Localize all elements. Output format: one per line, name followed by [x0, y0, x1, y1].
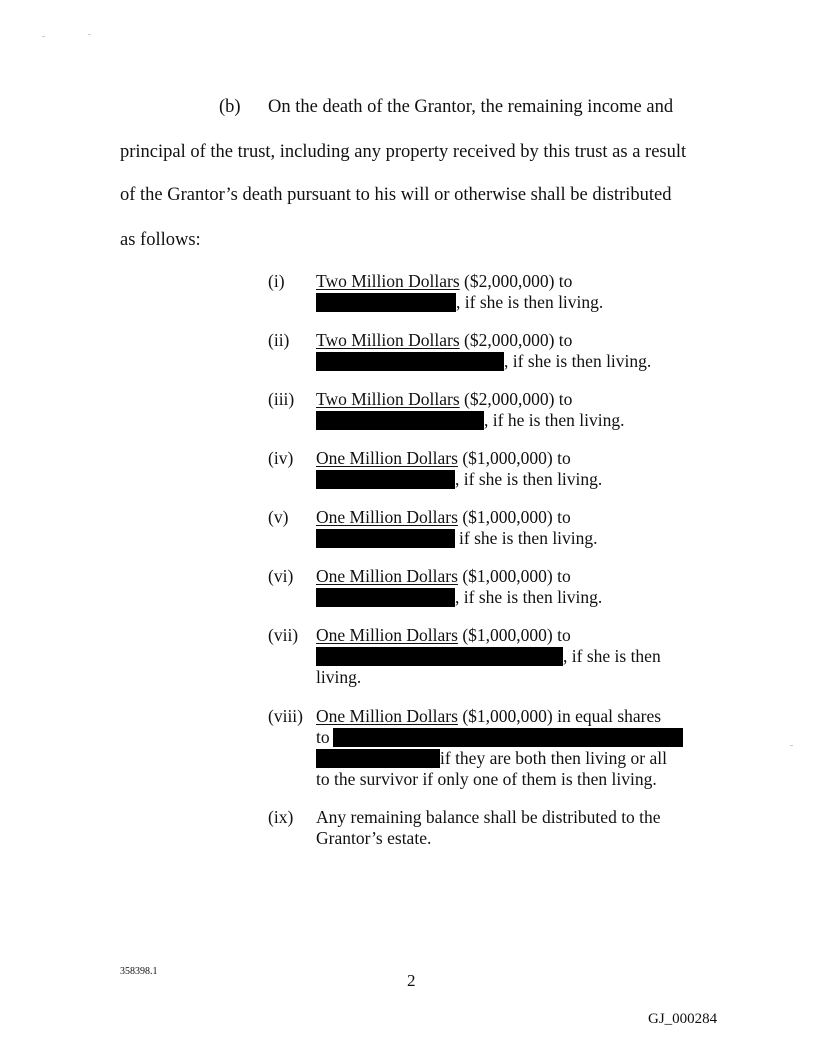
scan-artifact	[88, 34, 91, 35]
list-item	[268, 271, 688, 315]
item-number: (i)	[268, 271, 285, 291]
list-item	[268, 389, 688, 433]
list-item	[268, 330, 688, 374]
item-amount: ($2,000,000) to	[459, 330, 573, 350]
item-number: (ix)	[268, 807, 294, 827]
item-lead: One Million Dollars	[316, 625, 458, 645]
item-lead: One Million Dollars	[316, 566, 458, 586]
item-condition: , if she is then living.	[455, 587, 603, 607]
redaction-box	[316, 293, 456, 312]
item-amount: ($2,000,000) to	[459, 389, 573, 409]
item-lead: One Million Dollars	[316, 507, 458, 527]
page-number: 2	[407, 971, 416, 990]
item-lead: One Million Dollars	[316, 448, 458, 468]
item-amount: ($1,000,000) to	[457, 507, 571, 527]
item-number: (viii)	[268, 706, 303, 726]
item-condition-cont: to the survivor if only one of them is then living.	[316, 769, 657, 789]
redaction-box	[316, 749, 440, 768]
item-number: (vi)	[268, 566, 294, 586]
item-amount: ($1,000,000) to	[457, 448, 571, 468]
item-amount: ($1,000,000) to	[457, 625, 571, 645]
item-number: (vii)	[268, 625, 299, 645]
item-number: (ii)	[268, 330, 290, 350]
item-text: Grantor’s estate.	[316, 828, 432, 848]
item-lead: Two Million Dollars	[316, 271, 460, 291]
item-number: (v)	[268, 507, 289, 527]
item-condition: , if she is then living.	[455, 469, 603, 489]
redaction-box	[316, 411, 484, 430]
list-item	[268, 807, 698, 851]
scan-artifact	[790, 745, 793, 746]
item-lead: Two Million Dollars	[316, 389, 460, 409]
list-item	[268, 507, 688, 551]
item-number: (iii)	[268, 389, 295, 409]
item-condition: if she is then living.	[459, 528, 598, 548]
item-text: Any remaining balance shall be distributed to the	[316, 807, 661, 827]
list-item	[268, 706, 698, 794]
document-id: 358398.1	[120, 966, 158, 977]
item-condition: , if she is then	[563, 646, 661, 666]
bates-number: GJ_000284	[648, 1011, 718, 1027]
item-amount: ($1,000,000) to	[457, 566, 571, 586]
item-condition: , if she is then living.	[456, 292, 604, 312]
redaction-box	[316, 529, 455, 548]
scan-artifact	[42, 36, 45, 37]
item-lead: Two Million Dollars	[316, 330, 460, 350]
item-condition: , if he is then living.	[484, 410, 625, 430]
item-condition-cont: living.	[316, 667, 362, 687]
item-to: to	[316, 727, 330, 747]
paragraph-line: as follows:	[120, 230, 201, 250]
item-amount: ($2,000,000) to	[459, 271, 573, 291]
item-lead: One Million Dollars	[316, 706, 458, 726]
redaction-box	[316, 647, 563, 666]
list-item	[268, 566, 688, 610]
paragraph-label: (b)	[219, 97, 241, 117]
list-item	[268, 625, 688, 691]
item-number: (iv)	[268, 448, 294, 468]
item-condition: , if she is then living.	[504, 351, 652, 371]
paragraph-line: On the death of the Grantor, the remaining income and	[268, 97, 674, 117]
redaction-box	[316, 588, 455, 607]
paragraph-line: of the Grantor’s death pursuant to his will or otherwise shall be distributed	[120, 185, 672, 205]
item-condition: if they are both then living or all	[440, 748, 667, 768]
redaction-box	[333, 728, 683, 747]
item-amount: ($1,000,000) in equal shares	[457, 706, 662, 726]
list-item	[268, 448, 688, 492]
redaction-box	[316, 470, 455, 489]
redaction-box	[316, 352, 504, 371]
paragraph-line: principal of the trust, including any property received by this trust as a result	[120, 142, 687, 162]
